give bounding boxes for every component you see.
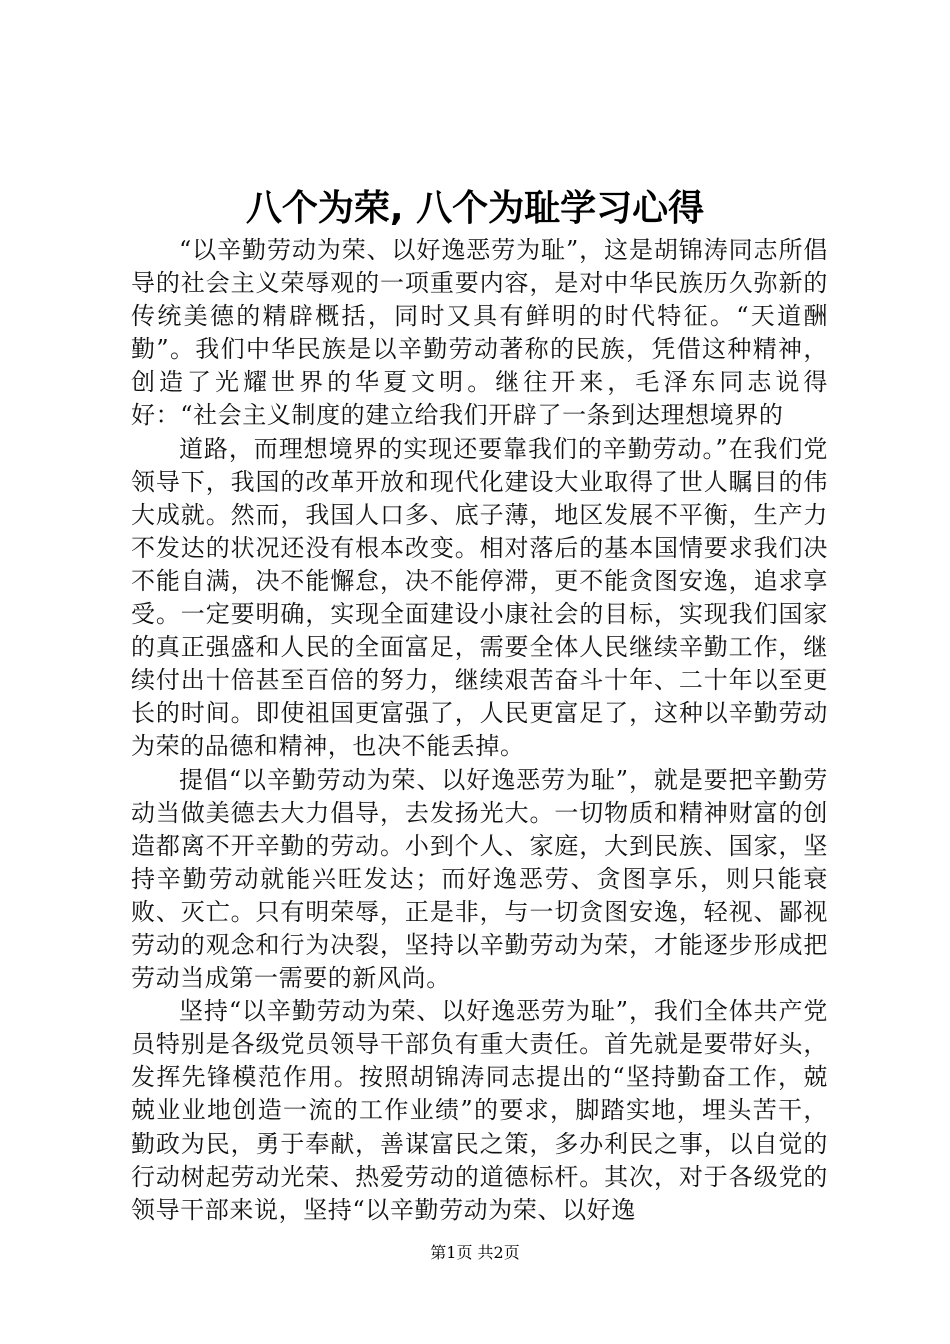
page-footer: 第1页 共2页 [430, 1243, 520, 1262]
paragraph-4: 坚持“以辛勤劳动为荣、以好逸恶劳为耻”，我们全体共产党员特别是各级党员领导干部负有重大责任。首先就是要带好头，发挥先锋模范作用。按照胡锦涛同志提出的“坚持勤奋工作，兢兢业业地创造一流的工作业绩”的要求，脚踏实地，埋头苦干，勤政为民，勇于奉献，善谋富民之策，多办利民之事，以自觉的行动树起劳动光荣、热爱劳动的道德标杆。其次，对于各级党的领导干部来说，坚持“以辛勤劳动为荣、以好逸 [131, 997, 828, 1224]
document-body [131, 234, 828, 1227]
paragraph-3: 提倡“以辛勤劳动为荣、以好逸恶劳为耻”，就是要把辛勤劳动当做美德去大力倡导，去发扬光大。一切物质和精神财富的创造都离不开辛勤的劳动。小到个人、家庭，大到民族、国家，坚持辛勤劳动就能兴旺发达；而好逸恶劳、贪图享乐，则只能衰败、灭亡。只有明荣辱，正是非，与一切贪图安逸，轻视、鄙视劳动的观念和行为决裂，坚持以辛勤劳动为荣，才能逐步形成把劳动当成第一需要的新风尚。 [131, 765, 828, 993]
document-title: 八个为荣, 八个为耻学习心得 [245, 188, 705, 229]
paragraph-1: “以辛勤劳动为荣、以好逸恶劳为耻”，这是胡锦涛同志所倡导的社会主义荣辱观的一项重要内容，是对中华民族历久弥新的传统美德的精辟概括，同时又具有鲜明的时代特征。“天道酬勤”。我们中华民族是以辛勤劳动著称的民族，凭借这种精神，创造了光耀世界的华夏文明。继往开来，毛泽东同志说得好：“社会主义制度的建立给我们开辟了一条到达理想境界的 [131, 236, 828, 430]
paragraph-2: 道路，而理想境界的实现还要靠我们的辛勤劳动。”在我们党领导下，我国的改革开放和现代化建设大业取得了世人瞩目的伟大成就。然而，我国人口多、底子薄，地区发展不平衡，生产力不发达的状况还没有根本改变。相对落后的基本国情要求我们决不能自满，决不能懈怠，决不能停滞，更不能贪图安逸，追求享受。一定要明确，实现全面建设小康社会的目标，实现我们国家的真正强盛和人民的全面富足，需要全体人民继续辛勤工作，继续付出十倍甚至百倍的努力，继续艰苦奋斗十年、二十年以至更长的时间。即使祖国更富强了，人民更富足了，这种以辛勤劳动为荣的品德和精神，也决不能丢掉。 [131, 434, 828, 761]
